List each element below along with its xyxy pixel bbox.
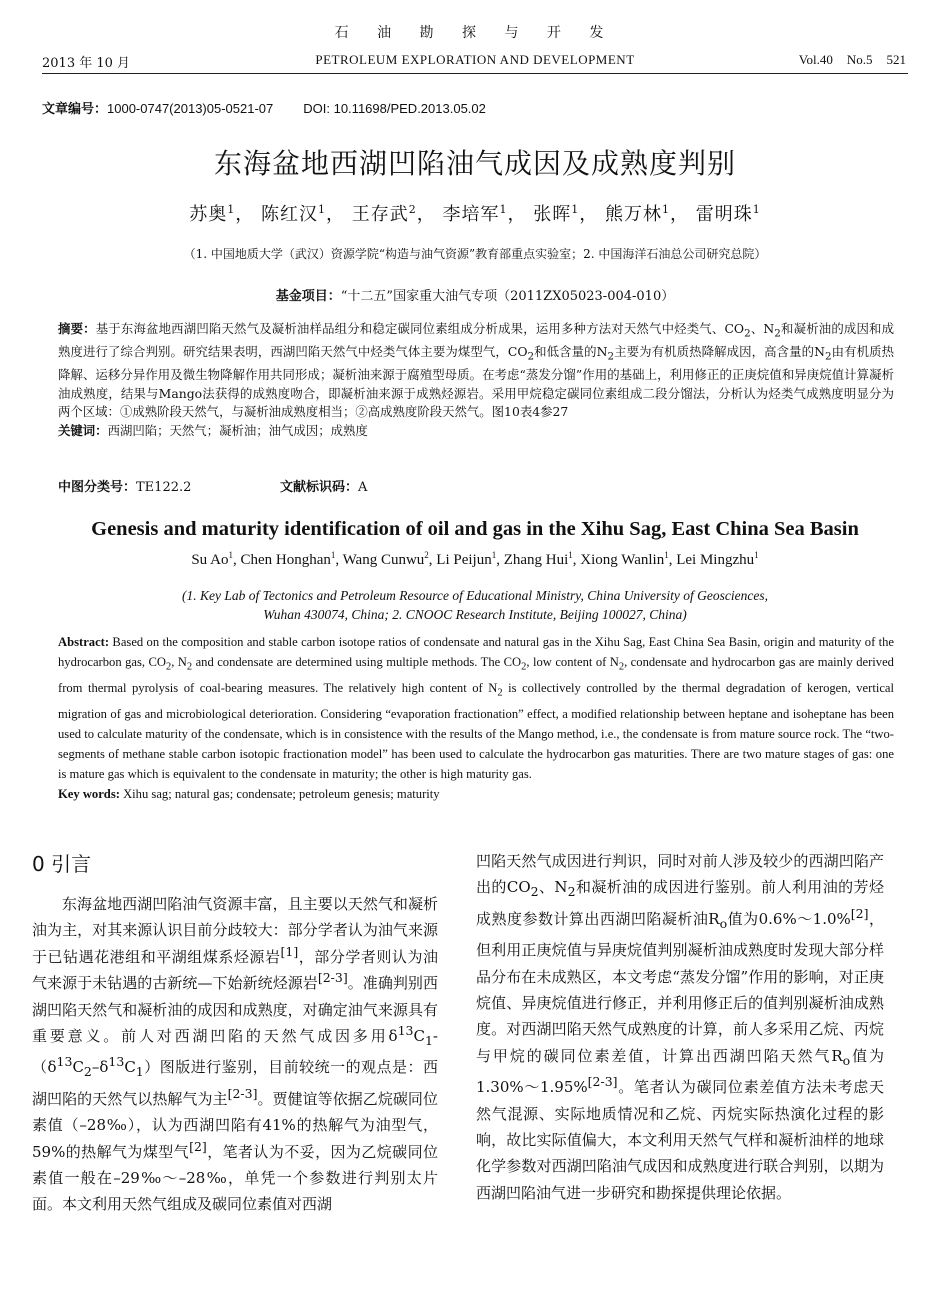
issue-date: 2013 年 10 月 [42,56,131,71]
abstract-cn-label: 摘要： [58,321,96,336]
page-number: 521 [886,52,906,67]
abstract-en-label: Abstract: [58,635,110,649]
abstract-en-text: Based on the composition and stable carbon isotope ratios of condensate and natural gas in the Xihu Sag, East China Sea Basin, origin and maturity of the hydrocarbon gas, CO [58,635,894,670]
fund-text: “十二五”国家重大油气专项（2011ZX05023-004-010） [340,289,675,304]
doc-code: A [358,480,368,495]
abstract-cn-text: 基于东海盆地西湖凹陷天然气及凝析油样品组分和稳定碳同位素组成分析成果，运用多种方法对天然气中烃类气、CO [95,321,745,336]
abstract-cn: 摘要：基于东海盆地西湖凹陷天然气及凝析油样品组分和稳定碳同位素组成分析成果，运用多种方法对天然气中烃类气、$CO_2$、$N_2$和凝析油的成因和成熟度进行了综合判别。研究结果表明，西湖凹陷天然气中烃类气体主要为煤型气，$CO_2$和低含量的$N_2$主要为有机质热降解成因，高含量的$N_2$由有机质热降解、运移分异作用及微生物降解作用共同形成；凝析油来源于腐殖型母质。在考虑“蒸发分馏”作用的基础上，利用修正的正庚烷值和异庚烷值计算凝析油成熟度，结果与Mango法获得的成熟度吻合，即凝析油来源于成熟烃源岩。采用甲烷稳定碳同位素组成二段分馏法，分析认为烃类气成熟度明显分为两个区域：①成熟阶段天然气，与凝析油成熟度相当；②高成熟度阶段天然气。图10表4参27 关键词：西湖凹陷；天然气；凝析油；油气成因；成熟度 [58,321,895,438]
article-no: 1000-0747(2013)05-0521-07 [107,101,274,116]
author-cn: 陈红汉 [261,204,319,225]
author-affiliation-mark: 1 [330,550,336,560]
author-affiliation-mark: 2 [424,550,429,560]
abstract-en: Abstract: Based on the composition and stable carbon isotope ratios of condensate and natural gas in the Xihu Sag, East China Sea Basin, origin and maturity of the hydrocarbon gas, $CO_2$, $N_2$ and condensate are determined using multiple methods. The $CO_2$, low content of $N_2$, condensate and hydrocarbon gas are mainly derived from thermal pyrolysis of coal-bearing measures. The relatively high content of $N_2$ is collectively controlled by the thermal degradation of kerogen, vertical migration of gas and microbiological deterioration. Considering “evaporation fractionation” effect, a modified relationship between heptane and isoheptane has been used to calculate maturity of the condensate, which is in consistence with the results of the Mango method, i.e., the condensate is from mature source rock. The “two-segments of methane stable carbon isotopic fractionation model” has been used to calculate the hydrocarbon gas maturities. There are two mature stages of gas: one is mature gas which is equivalent to the condensate in maturity; the other is high maturity gas. Key words: Xihu sag; natural gas; condensate; petroleum genesis; maturity [58,635,895,802]
author-en: Xiong Wanlin [580,552,665,568]
body-paragraph: 东海盆地西湖凹陷油气资源丰富，且主要以天然气和凝析油为主，对其来源认识目前分歧较大：部分学者认为油气来源于已钻遇花港组和平湖组煤系烃源岩[1]，部分学者则认为油气来源于未钻遇的古新统—下始新统烃源岩[2-3]。准确判别西湖凹陷天然气和凝析油的成因和成熟度，对确定油气来源具有重要意义。前人对西湖凹陷的天然气成因多用$\delta^{13}C_1-(\delta^{13}C_2-\delta^{13}C_1)$图版进行鉴别，目前较统一的观点是：西湖凹陷的天然气以热解气为主[2-3]。贾健谊等依据乙烷碳同位素值（–28‰），认为西湖凹陷有41%的热解气为油型气，59%的热解气为煤型气[2]，笔者认为不妥，因为乙烷碳同位素值一般在–29‰～–28‰，单凭一个参数进行判别太片面。本文利用天然气组成及碳同位素值对西湖 [32,895,438,1214]
keywords-cn: 西湖凹陷；天然气；凝析油；油气成因；成熟度 [107,422,368,438]
column-left [32,848,438,1218]
author-cn: 雷明珠 [695,204,753,225]
author-affiliation-mark: 1 [491,550,497,560]
keywords-en-label: Key words: [58,787,120,802]
doc-code-label: 文献标识码： [280,480,359,495]
title-en: Genesis and maturity identification of oil and gas in the Xihu Sag, East China Sea Basin [91,518,859,540]
article-info [42,98,486,117]
author-cn: 李培军 [442,204,500,225]
author-affiliation-mark: 1 [568,550,573,560]
citation-ref: [2] [850,905,869,921]
author-en: Zhang Hui [503,552,569,568]
journal-name-cn: 石 油 勘 探 与 开 发 [334,25,616,41]
section-heading: 0 引言 [32,852,92,876]
author-en: Chen Honghan [240,552,331,568]
authors-cn: 苏奥$^1$， 陈红汉$^1$， 王存武$^2$， 李培军$^1$， 张晖$^1$， 熊万林$^1$， 雷明珠$^1$ [189,203,761,225]
author-affiliation-mark: 1 [571,203,580,216]
volume: Vol.40 [798,52,833,67]
affiliation-en-line: (1. Key Lab of Tectonics and Petroleum Resource of Educational Ministry, China University of Geosciences, [181,588,769,603]
affiliation-en [0,586,950,624]
author-cn: 王存武 [351,204,409,225]
author-affiliation-mark: 1 [752,203,761,216]
fund-info [0,285,950,304]
column-right [476,848,884,1206]
classification [58,476,368,495]
issue-number: No.5 [846,52,873,67]
citation-ref: [2-3] [227,1085,258,1101]
volume-info [785,52,906,68]
author-affiliation-mark: 1 [664,550,669,560]
abstract-en-text: is collectively controlled by the thermal degradation of kerogen, vertical migration of gas and microbiological deterioration. Considering “evaporation fractionation” effect, a modified relationship between heptane and isoheptane has been used to calculate maturity of the condensate, which is in consistence with the results of the Mango method, i.e., the condensate is from mature source rock. The “two-segments of methane stable carbon isotopic fractionation model” has been used to calculate the hydrocarbon gas maturities. There are two mature stages of gas: one is mature gas which is equivalent to the condensate in maturity; the other is high maturity gas. [58,680,895,782]
authors-en: Su Ao$^1$, Chen Honghan$^1$, Wang Cunwu$^2$, Li Peijun$^1$, Zhang Hui$^1$, Xiong Wanlin$^1$, Lei Mingzhu$^1$ [191,550,759,568]
keywords-cn-label: 关键词： [58,422,108,438]
abstract-cn-text: 和凝析油的成因和成熟度进行了综合判别。研究结果表明，西湖凹陷天然气中烃类气体主要为煤型气，CO [58,321,895,360]
author-cn: 苏奥 [189,204,228,225]
citation-ref: [2-3] [317,970,348,986]
author-en: Li Peijun [436,552,492,568]
affiliation-en-line: Wuhan 430074, China; 2. CNOOC Research Institute, Beijing 100027, China) [263,607,687,622]
abstract-en-text: , N [171,655,187,670]
author-affiliation-mark: 1 [499,203,508,216]
title-cn: 东海盆地西湖凹陷油气成因及成熟度判别 [213,147,736,180]
affiliation-cn: （1. 中国地质大学（武汉）资源学院“构造与油气资源”教育部重点实验室；2. 中国海洋石油总公司研究总院） [183,247,767,261]
author-affiliation-mark: 1 [318,203,327,216]
author-affiliation-mark: 2 [408,203,417,216]
author-en: Su Ao [191,552,229,568]
clc-label: 中图分类号： [58,480,137,495]
clc-code: TE122.2 [136,480,192,495]
author-affiliation-mark: 1 [661,203,670,216]
author-en: Lei Mingzhu [676,552,755,568]
author-cn: 张晖 [533,204,572,225]
keywords-en: Xihu sag; natural gas; condensate; petroleum genesis; maturity [123,787,440,802]
abstract-cn-text: 由有机质热降解、运移分异作用及微生物降解作用共同形成；凝析油来源于腐殖型母质。在考虑“蒸发分馏”作用的基础上，利用修正的正庚烷值和异庚烷值计算凝析油成熟度，结果与Mango法获得的成熟度吻合，即凝析油来源于成熟烃源岩。采用甲烷稳定碳同位素组成二段分馏法，分析认为烃类气成熟度明显分为两个区域：①成熟阶段天然气，与凝析油成熟度相当；②高成熟度阶段天然气。图10表4参27 [58,344,895,420]
doi: DOI: 10.11698/PED.2013.05.02 [303,101,486,116]
citation-ref: [2-3] [587,1074,618,1090]
abstract-cn-text: 、N [750,321,775,336]
header-rule [42,73,908,74]
fund-label: 基金项目： [275,289,341,304]
article-no-label: 文章编号： [42,101,108,116]
author-en: Wang Cunwu [342,552,425,568]
journal-name-en: PETROLEUM EXPLORATION AND DEVELOPMENT [315,52,635,67]
author-affiliation-mark: 1 [754,550,759,560]
author-affiliation-mark: 1 [227,203,236,216]
abstract-cn-text: 主要为有机质热降解成因，高含量的N [614,344,825,360]
author-cn: 熊万林 [604,204,662,225]
abstract-en-text: and condensate are determined using multiple methods. The CO [192,655,522,670]
citation-ref: [2] [189,1138,207,1154]
abstract-en-text: , low content of N [526,655,619,670]
author-affiliation-mark: 1 [228,550,233,560]
citation-ref: [1] [280,943,299,959]
body-paragraph: 凹陷天然气成因进行判识，同时对前人涉及较少的西湖凹陷产出的$CO_2$、$N_2$和凝析油的成因进行鉴别。前人利用油的芳烃成熟度参数计算出西湖凹陷凝析油$R_o$值为0.6%～1.0%[2]，但利用正庚烷值与异庚烷值判别凝析油成熟度时发现大部分样品分布在未成熟区，本文考虑“蒸发分馏”作用的影响，对正庚烷值、异庚烷值进行修正，并利用修正后的值判别凝析油成熟度。对西湖凹陷天然气成熟度的计算，前人多采用乙烷、丙烷与甲烷的碳同位素差值，计算出西湖凹陷天然气$R_o$值为1.30%～1.95%[2-3]。笔者认为碳同位素差值方法未考虑天然气混源、实际地质情况和乙烷、丙烷实际热演化过程的影响，故比实际值偏大，本文利用天然气气样和凝析油样的地球化学参数对西湖凹陷油气成因和成熟度进行联合判别，以期为西湖凹陷油气进一步研究和勘探提供理论依据。 [476,852,885,1202]
abstract-cn-text: 和低含量的N [534,344,608,360]
abstract-en-text: , condensate and hydrocarbon gas are mainly derived from thermal pyrolysis of coal-bearing measures. The relatively high content of N [58,655,894,695]
